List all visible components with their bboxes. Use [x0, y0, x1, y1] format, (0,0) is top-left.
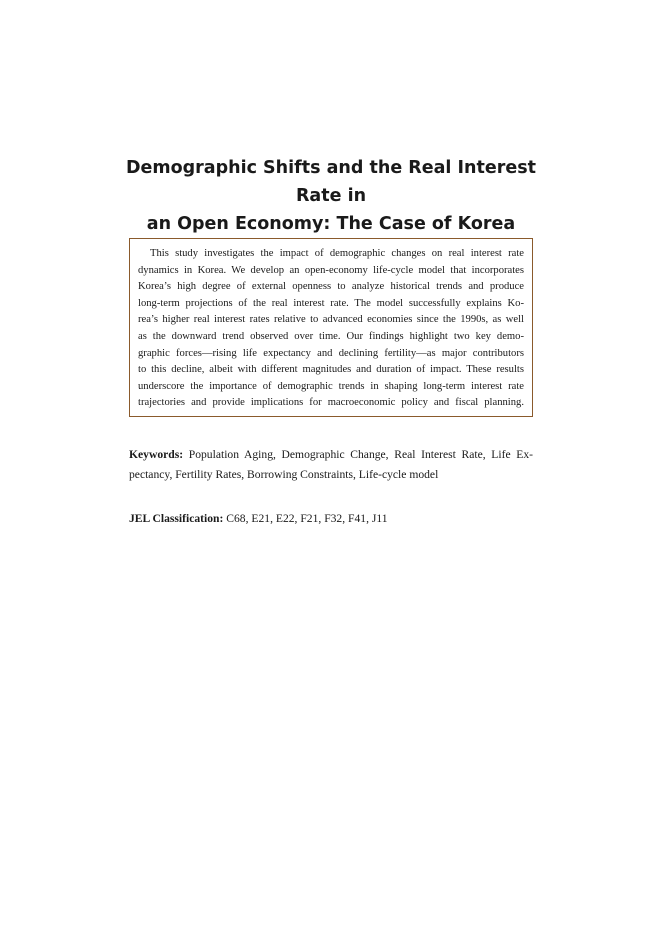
abstract-line: long-term projections of the real interest rate. The model successfully explains Ko- — [138, 297, 524, 309]
jel-classification — [129, 509, 533, 529]
keywords-line-1 — [129, 445, 533, 465]
jel-codes: C68, E21, E22, F21, F32, F41, J11 — [226, 512, 388, 525]
title-line-2: an Open Economy: The Case of Korea — [146, 214, 516, 234]
abstract-line: trajectories and provide implications for macroeconomic policy and fiscal planning. — [138, 397, 524, 409]
jel-label: JEL Classification: — [129, 512, 224, 525]
keywords-text-1: Population Aging, Demographic Change, Real Interest Rate, Life Ex- — [188, 448, 533, 461]
abstract-line: as the downward trend observed over time. Our findings highlight two key demo- — [138, 330, 524, 342]
keywords-text-2: pectancy, Fertility Rates, Borrowing Constraints, Life-cycle model — [129, 468, 439, 481]
abstract-line: to this decline, albeit with different magnitudes and duration of impact. These results — [138, 364, 524, 376]
abstract-line: rea’s higher real interest rates relative to advanced economies since the 1990s, as well — [138, 314, 524, 326]
abstract-line: graphic forces—rising life expectancy and declining fertility—as major contributors — [138, 347, 524, 359]
abstract-line: dynamics in Korea. We develop an open-economy life-cycle model that incorporates — [138, 264, 524, 276]
keywords-label: Keywords: — [129, 448, 184, 461]
paper-title — [110, 154, 552, 238]
abstract-line: underscore the importance of demographic trends in shaping long-term interest rate — [138, 380, 524, 392]
title-line-1: Demographic Shifts and the Real Interest Rate in — [125, 158, 537, 206]
abstract-line: Korea’s high degree of external openness to analyze historical trends and produce — [138, 281, 524, 293]
abstract-line: This study investigates the impact of demographic changes on real interest rate — [150, 248, 524, 259]
abstract-box — [129, 238, 533, 417]
keywords-section — [129, 445, 533, 485]
